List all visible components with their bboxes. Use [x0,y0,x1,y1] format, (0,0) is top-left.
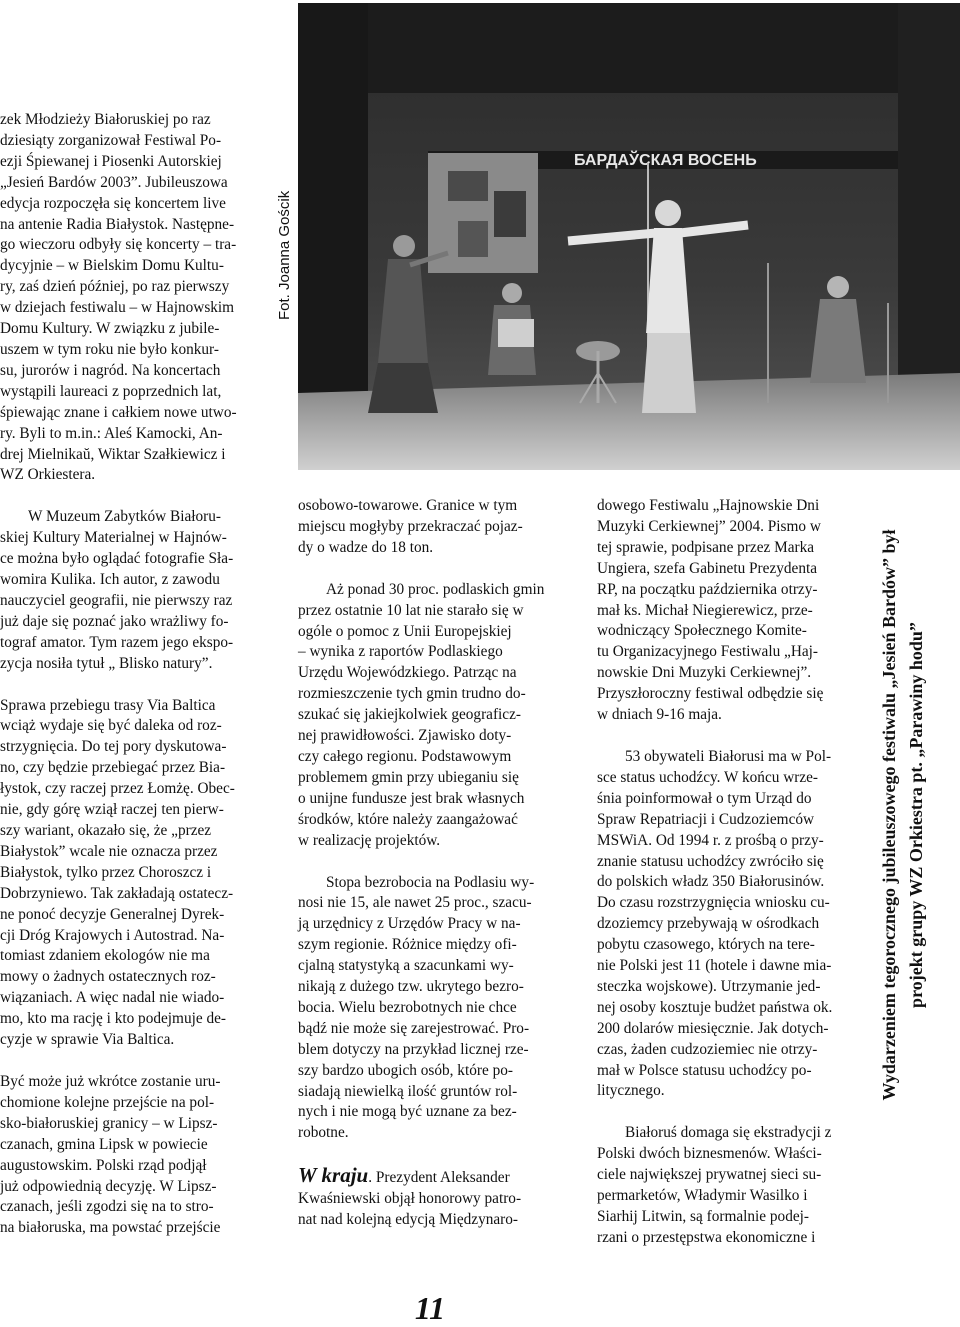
paragraph: Stopa bezrobocia na Podlasiu wy- nosi nie 15, ale nawet 25 proc., szacu- ją urzędnicy z Urzędów Pracy w na- szym regionie. Różnice między ofi- cjalną statystyką a szacunkami wy- nikają z dużego tzw. ukrytego bezro- bocia. Wielu bezrobotnych nie chce bądź nie może się zarejestrować. Pro- blem dotyczy na przykład licznej rze- szy bardzo ubogich osób, które po- siadają niewielką ilość gruntów rol- nych i nie mogą być uznane za bez- robotne. [298,873,535,1142]
paragraph: zek Młodzieży Białoruskiej po raz dziesiąty zorganizował Festiwal Po- ezji Śpiewanej i Piosenki Autorskiej „Jesień Bardów 2003”. Jubileuszowa edycja rozpoczęła się koncertem live na antenie Radia Białystok. Następne- go wieczoru odbyły się koncerty – tra- dycyjnie – w Bielskim Domu Kultu- ry, zaś dzień później, po raz pierwszy w dziejach festiwalu – w Hajnowskim Domu Kultury. W związku z jubile- uszem w tym roku nie było konkur- su, jurorów i nagród. Na koncertach wystąpili laureaci z poprzednich lat, śpiewając znane i całkiem nowe utwo- ry. Byli to m.in.: Aleś Kamocki, An- drej Mielnikaŭ, Wiktar Szałkiewicz i WZ Orkiestera. [0,111,237,484]
paragraph: W Muzeum Zabytków Białoru- skiej Kultury Materialnej w Hajnów- ce można było oglądać fotografie Sła- womira Kulika. Ich autor, z zawodu nauczyciel geografii, nie pierwszy raz już daje się poznać jako wrażliwy fo- tograf amator. Tym razem jego ekspo- zycja nosiła tytuł „ Blisko natury”. [0,508,234,672]
side-title-line: Wydarzeniem tegorocznego jubileuszowego festiwalu „Jesień Bardów” był [879,529,899,1101]
section-heading: W kraju [298,1163,369,1188]
paragraph-text: . Prezydent Aleksander Kwaśniewski objął honorowy patro- nat nad kolejną edycją Międzynaro- [298,1169,522,1229]
side-title [876,490,930,1140]
page-number: 11 [414,1290,446,1326]
paragraph [298,1165,564,1231]
photo-credit: Fot. Joanna Gościk [276,190,293,320]
text-column-1 [0,110,266,1239]
paragraph: Aż ponad 30 proc. podlaskich gmin przez ostatnie 10 lat nie starało się w ogóle o pomoc z Unii Europejskiej – wynika z raportów Podlaskiego Urzędu Wojewódzkiego. Patrząc na rozmieszczenie tych gmin trudno do- szukać się jakiejkolwiek geograficz- nej prawidłowości. Zjawisko doty- czy całego regionu. Podstawowym problemem gmin przy ubieganiu się o unijne fundusze jest brak własnych środków, które należy zaangażować w realizację projektów. [298,580,545,849]
paragraph: 53 obywateli Białorusi ma w Pol- sce status uchodźcy. W końcu wrze- śnia poinformował o tym Urząd do Spraw Repatriacji i Cudzoziemców MSWiA. Od 1994 r. z prośbą o przy- znanie statusu uchodźcy zwróciło się do polskich władz 350 Białorusinów. Do czasu rozstrzygnięcia wniosku cu- dzoziemcy przebywają w ośrodkach pobytu czasowego, których na tere- nie Polski jest 11 (hotele i dawne mia- steczka wojskowe). Utrzymanie jed- nej osoby kosztuje budżet państwa ok. 200 dolarów miesięcznie. Jak dotych- czas, żaden cudzoziemiec nie otrzy- mał w Polsce statusu uchodźcy po- litycznego. [597,747,833,1100]
paragraph: Sprawa przebiegu trasy Via Baltica wciąż wydaje się być daleka od roz- strzygnięcia. Do tej pory dyskutowa- no, czy będzie przebiegać przez Bia- łystok, czy raczej przez Łomżę. Obec- nie, gdy górę wziął raczej ten pierw- szy wariant, okazało się, że „przez Białystok” wcale nie oznacza przez Białystok, tylko przez Choroszcz i Dobrzyniewo. Tak zakładają ostatecz- ne ponoć decyzje Generalnej Dyrek- cji Dróg Krajowych i Autostrad. Na- tomiast zdaniem ekologów nie ma mowy o żadnych ostatecznych roz- wiązaniach. A więc nadal nie wiado- mo, kto ma rację i kto podejmuje de- cyzje w sprawie Via Baltica. [0,696,235,1049]
paragraph: Białoruś domaga się ekstradycji z Polski dwóch biznesmenów. Właści- ciele największej prywatnej sieci su- permarketów, Władymir Wasilko i Siarhij Litwin, są formalnie podej- rzani o przestępstwa ekonomiczne i [597,1124,832,1246]
text-column-3 [597,496,862,1249]
banner-text: БАРДАЎСКАЯ ВОСЕНЬ [574,152,757,169]
paragraph: osobowo-towarowe. Granice w tym miejscu mogłyby przekraczać pojaz- dy o wadze do 18 ton. [298,497,523,556]
side-title-line: projekt grupy WZ Orkiestra pt. „Parawiny hodu” [906,622,926,1008]
concert-photo [298,3,960,470]
text-column-2 [298,496,564,1231]
paragraph: Być może już wkrótce zostanie uru- chomione kolejne przejście na pol- sko-białoruskiej granicy – w Lipsz- czanach, gmina Lipsk w powiecie augustowskim. Polski rząd podjął już odpowiednią decyzję. W Lipsz- czanach, jeśli zgodzi się na to stro- na białoruska, ma powstać przejście [0,1072,221,1237]
paragraph: dowego Festiwalu „Hajnowskie Dni Muzyki Cerkiewnej” 2004. Pismo w tej sprawie, podpisane przez Marka Ungiera, szefa Gabinetu Prezydenta RP, na początku października otrzy- mał ks. Michał Niegierewicz, prze- wodniczący Społecznego Komite- tu Organizacyjnego Festiwalu „Haj- nowskie Dni Muzyki Cerkiewnej”. Przyszłoroczny festiwal odbędzie się w dniach 9-16 maja. [597,497,824,724]
